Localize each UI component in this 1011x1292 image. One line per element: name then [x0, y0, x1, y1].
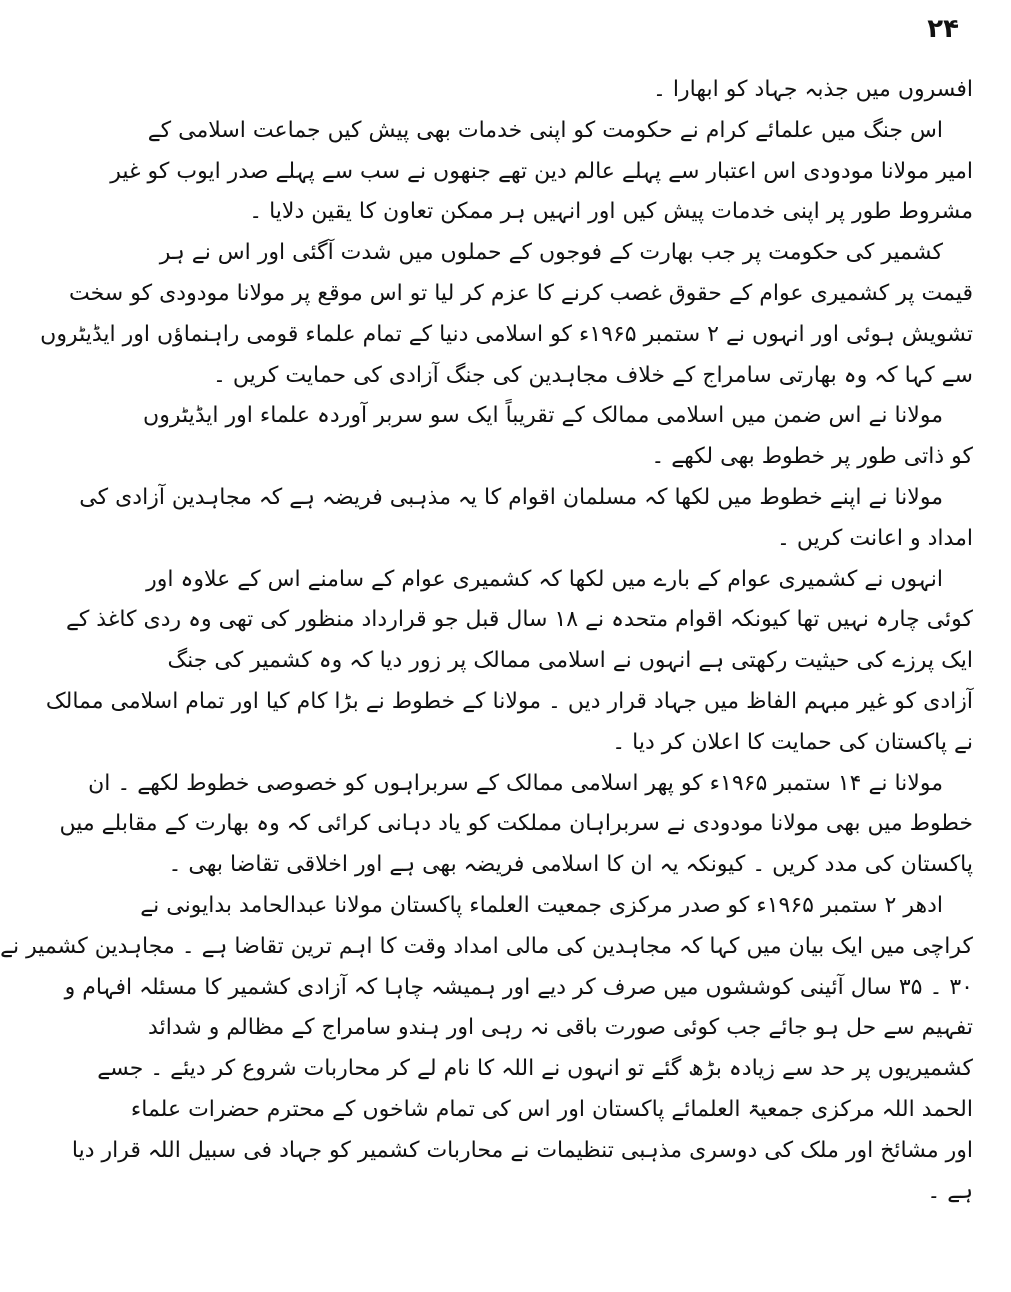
text-line: مولانا نے ۱۴ ستمبر ۱۹۶۵ء کو پھر اسلامی ممالک کے سربراہوں کو خصوصی خطوط لکھے ۔ ان: [88, 770, 943, 796]
text-line: تشویش ہوئی اور انہوں نے ۲ ستمبر ۱۹۶۵ء کو اسلامی دنیا کے تمام علماء قومی راہنماؤں اور ایڈیٹروں: [40, 321, 973, 347]
text-line: مولانا نے اپنے خطوط میں لکھا کہ مسلمان اقوام کا یہ مذہبی فریضہ ہے کہ مجاہدین آزادی کی: [79, 484, 943, 510]
text-line: الحمد اللہ مرکزی جمعیۃ العلمائے پاکستان اور اس کی تمام شاخوں کے محترم حضرات علماء: [130, 1096, 973, 1122]
text-line: کشمیریوں پر حد سے زیادہ بڑھ گئے تو انہوں نے اللہ کا نام لے کر محاربات شروع کر دیئے ۔ جسے: [97, 1056, 973, 1082]
text-line: افسروں میں جذبہ جہاد کو ابھارا ۔: [653, 77, 973, 102]
text-line: کراچی میں ایک بیان میں کہا کہ مجاہدین کی مالی امداد وقت کا اہم ترین تقاضا ہے ۔ مجاہدین کشمیر نے: [0, 933, 973, 959]
text-line: کشمیر کی حکومت پر جب بھارت کے فوجوں کے حملوں میں شدت آگئی اور اس نے ہر: [159, 240, 943, 266]
text-line: ادھر ۲ ستمبر ۱۹۶۵ء کو صدر مرکزی جمعیت العلماء پاکستان مولانا عبدالحامد بدایونی نے: [140, 892, 943, 918]
text-line: آزادی کو غیر مبہم الفاظ میں جہاد قرار دیں ۔ مولانا کے خطوط نے بڑا کام کیا اور تمام اسلامی ممالک: [45, 688, 973, 714]
text-line: مولانا نے اس ضمن میں اسلامی ممالک کے تقریباً ایک سو سربر آوردہ علماء اور ایڈیٹروں: [143, 403, 943, 429]
text-line: پاکستان کی مدد کریں ۔ کیونکہ یہ ان کا اسلامی فریضہ بھی ہے اور اخلاقی تقاضا بھی ۔: [168, 852, 973, 878]
text-line: انہوں نے کشمیری عوام کے بارے میں لکھا کہ کشمیری عوام کے سامنے اس کے علاوہ اور: [146, 566, 943, 592]
text-line: قیمت پر کشمیری عوام کے حقوق غصب کرنے کا عزم کر لیا تو اس موقع پر مولانا مودودی کو سخت: [69, 280, 973, 306]
text-line: امداد و اعانت کریں ۔: [777, 525, 973, 551]
text-line: سے کہا کہ وہ بھارتی سامراج کے خلاف مجاہدین کی جنگ آزادی کی حمایت کریں ۔: [212, 362, 973, 388]
page-number: ۲۴: [927, 14, 959, 44]
text-line: کوئی چارہ نہیں تھا کیونکہ اقوام متحدہ نے ۱۸ سال قبل جو قرارداد منظور کی تھی وہ ردی کاغذ کے: [65, 607, 973, 633]
text-line: نے پاکستان کی حمایت کا اعلان کر دیا ۔: [612, 729, 973, 755]
text-line: خطوط میں بھی مولانا مودودی نے سربراہان مملکت کو یاد دہانی کرائی کہ وہ بھارت کے مقابلے میں: [59, 811, 973, 837]
text-line: اس جنگ میں علمائے کرام نے حکومت کو اپنی خدمات بھی پیش کیں جماعت اسلامی کے: [147, 117, 943, 143]
text-line: ایک پرزے کی حیثیت رکھتی ہے انہوں نے اسلامی ممالک پر زور دیا کہ وہ کشمیر کی جنگ: [167, 648, 973, 674]
text-line: مشروط طور پر اپنی خدمات پیش کیں اور انہیں ہر ممکن تعاون کا یقین دلایا ۔: [249, 199, 973, 225]
text-line: اور مشائخ اور ملک کی دوسری مذہبی تنظیمات نے محاربات کشمیر کو جہاد فی سبیل اللہ قرار دیا: [71, 1137, 973, 1163]
text-line: امیر مولانا مودودی اس اعتبار سے پہلے عالم دین تھے جنھوں نے سب سے پہلے صدر ایوب کو غیر: [110, 158, 973, 184]
body-text: [0, 70, 973, 1212]
text-line: تفہیم سے حل ہو جائے جب کوئی صورت باقی نہ رہی اور ہندو سامراج کے مظالم و شدائد: [148, 1015, 973, 1041]
text-line: ۳۰ ۔ ۳۵ سال آئینی کوششوں میں صرف کر دیے اور ہمیشہ چاہا کہ آزادی کشمیر کا مسئلہ افہام و: [64, 974, 973, 1000]
text-line: کو ذاتی طور پر خطوط بھی لکھے ۔: [651, 444, 973, 470]
text-line: ہے ۔: [927, 1178, 973, 1204]
